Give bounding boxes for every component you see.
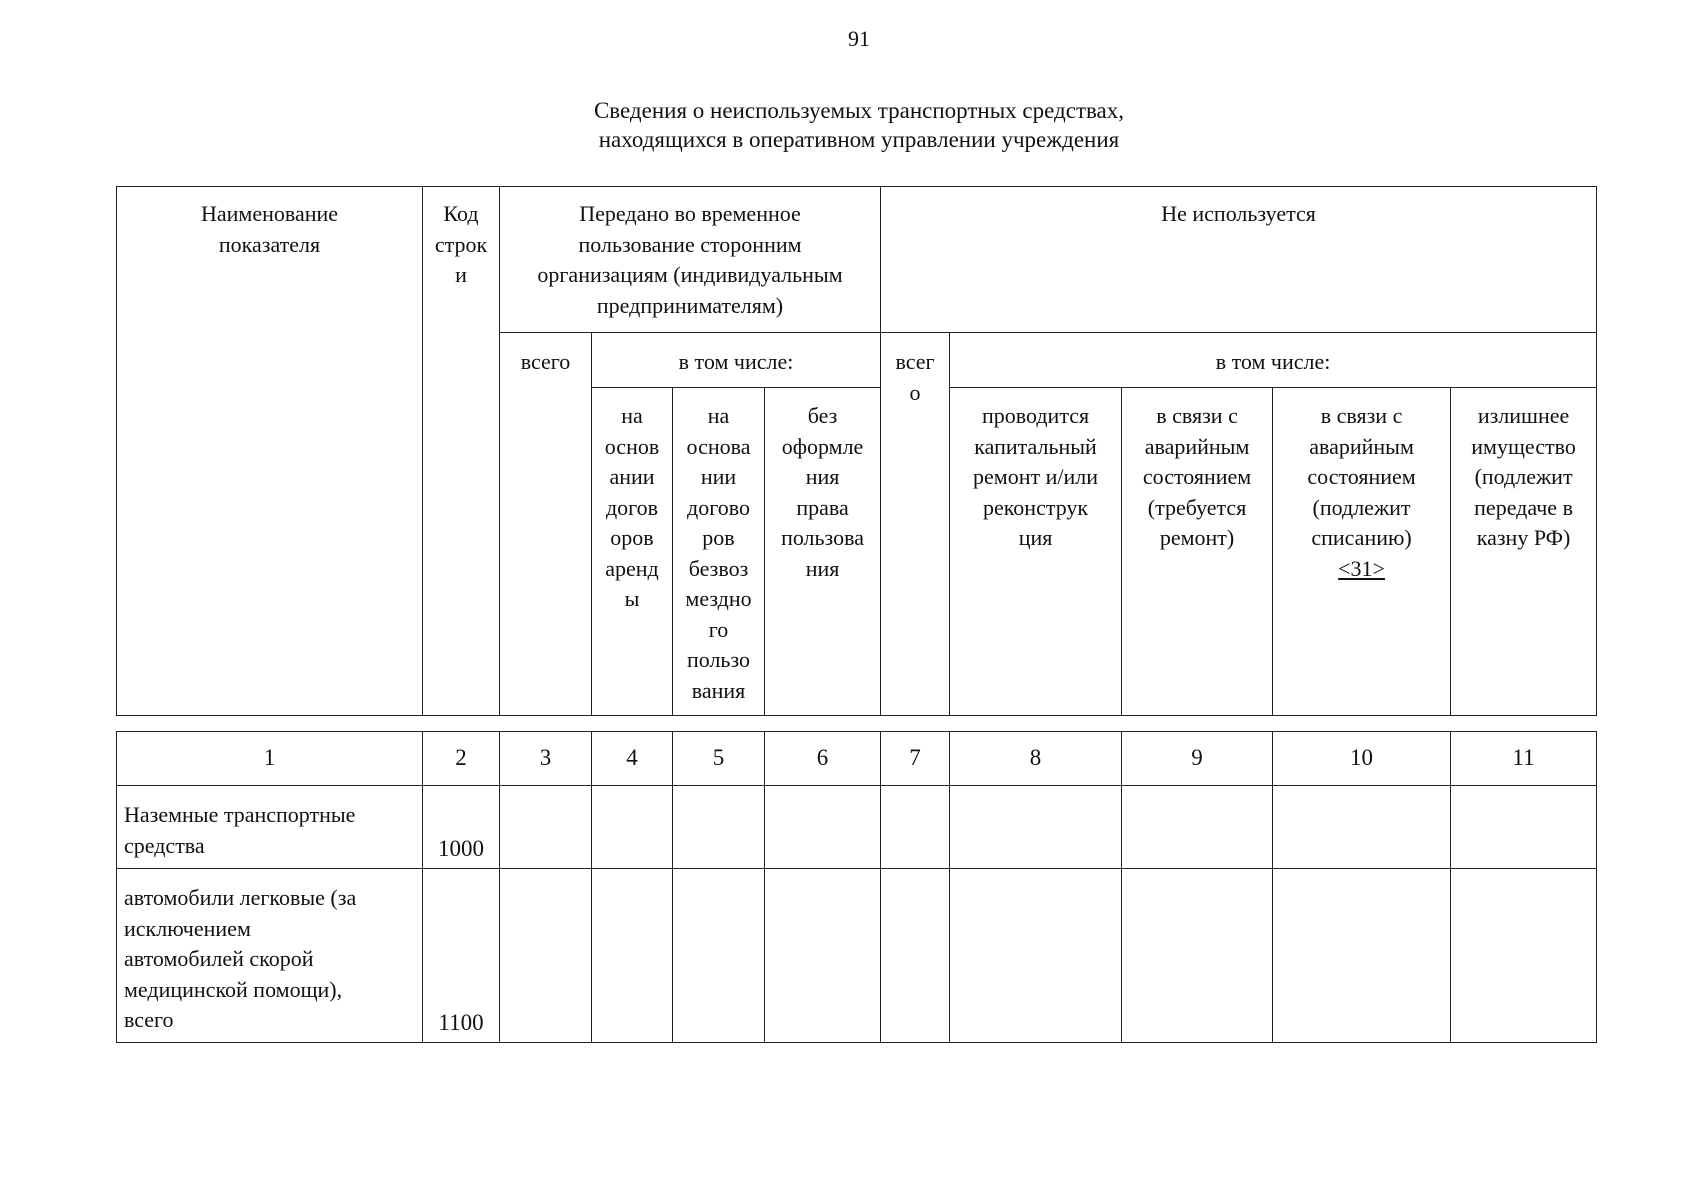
header-capital-repair: проводится капитальный ремонт и/или реконструк ция bbox=[950, 388, 1122, 716]
header-not-used: Не используется bbox=[881, 187, 1597, 333]
page-number: 91 bbox=[848, 26, 870, 51]
title-line-2: находящихся в оперативном управлении учреждения bbox=[598, 127, 1120, 152]
column-number: 6 bbox=[765, 732, 881, 786]
document-title bbox=[0, 96, 1693, 154]
header-not-used-including: в том числе: bbox=[950, 333, 1597, 388]
row-name: автомобили легковые (за исключением автомобилей скорой медицинской помощи), всего bbox=[117, 869, 423, 1043]
input-cell[interactable] bbox=[950, 786, 1122, 869]
column-number: 5 bbox=[673, 732, 765, 786]
input-cell[interactable] bbox=[673, 869, 765, 1043]
input-cell[interactable] bbox=[1273, 786, 1451, 869]
input-cell[interactable] bbox=[1451, 869, 1597, 1043]
input-cell[interactable] bbox=[881, 869, 950, 1043]
input-cell[interactable] bbox=[1451, 786, 1597, 869]
header-lease-agreements: на основ ании догов оров аренд ы bbox=[592, 388, 673, 716]
column-number: 2 bbox=[423, 732, 500, 786]
row-name: Наземные транспортные средства bbox=[117, 786, 423, 869]
header-indicator-name: Наименование показателя bbox=[117, 187, 423, 716]
header-without-rights: без оформле ния права пользова ния bbox=[765, 388, 881, 716]
column-number: 10 bbox=[1273, 732, 1451, 786]
column-number: 4 bbox=[592, 732, 673, 786]
input-cell[interactable] bbox=[881, 786, 950, 869]
table-row bbox=[117, 786, 1597, 869]
column-number: 7 bbox=[881, 732, 950, 786]
input-cell[interactable] bbox=[1122, 869, 1273, 1043]
column-numbers-row bbox=[117, 732, 1597, 786]
header-emergency-writeoff: в связи с аварийным состоянием (подлежит списанию) <31> bbox=[1273, 388, 1451, 716]
input-cell[interactable] bbox=[592, 869, 673, 1043]
column-number: 8 bbox=[950, 732, 1122, 786]
table-row bbox=[117, 869, 1597, 1043]
column-number: 9 bbox=[1122, 732, 1273, 786]
input-cell[interactable] bbox=[592, 786, 673, 869]
header-emergency-repair: в связи с аварийным состоянием (требуется ремонт) bbox=[1122, 388, 1273, 716]
input-cell[interactable] bbox=[1122, 786, 1273, 869]
column-number: 11 bbox=[1451, 732, 1597, 786]
row-code: 1100 bbox=[423, 869, 500, 1043]
body-table bbox=[116, 731, 1597, 1043]
input-cell[interactable] bbox=[765, 869, 881, 1043]
row-code: 1000 bbox=[423, 786, 500, 869]
input-cell[interactable] bbox=[1273, 869, 1451, 1043]
header-transferred-including: в том числе: bbox=[592, 333, 881, 388]
header-free-use-agreements: на основа нии догово ров безвоз мездно го пользо вания bbox=[673, 388, 765, 716]
footnote-link[interactable]: <31> bbox=[1338, 555, 1385, 581]
title-line-1: Сведения о неиспользуемых транспортных средствах, bbox=[593, 98, 1125, 123]
input-cell[interactable] bbox=[765, 786, 881, 869]
header-not-used-total: всег о bbox=[881, 333, 950, 716]
input-cell[interactable] bbox=[500, 786, 592, 869]
column-number: 3 bbox=[500, 732, 592, 786]
header-row-code: Код строк и bbox=[423, 187, 500, 716]
header-surplus-property: излишнее имущество (подлежит передаче в казну РФ) bbox=[1451, 388, 1597, 716]
input-cell[interactable] bbox=[673, 786, 765, 869]
header-table bbox=[116, 186, 1597, 716]
header-transferred-total: всего bbox=[500, 333, 592, 716]
column-number: 1 bbox=[117, 732, 423, 786]
header-transferred: Передано во временное пользование сторонним организациям (индивидуальным предпринимателям) bbox=[500, 187, 881, 333]
input-cell[interactable] bbox=[500, 869, 592, 1043]
input-cell[interactable] bbox=[950, 869, 1122, 1043]
